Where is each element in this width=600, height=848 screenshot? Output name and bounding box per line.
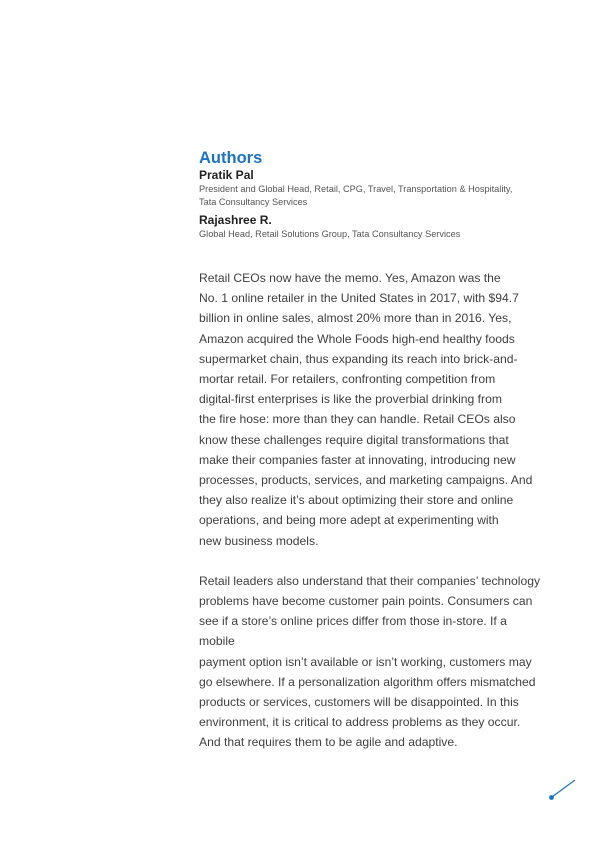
- author-role-rajashree-r: Global Head, Retail Solutions Group, Tata Consultancy Services: [199, 229, 461, 239]
- diagonal-line-with-dot-icon: [540, 775, 580, 805]
- author-name-rajashree-r: Rajashree R.: [199, 213, 272, 227]
- paragraph-line: products or services, customers will be disappointed. In this: [199, 695, 519, 710]
- paragraph-line: billion in online sales, almost 20% more than in 2016. Yes,: [199, 311, 512, 326]
- paragraph-line: problems have become customer pain points. Consumers can: [199, 594, 533, 609]
- paragraph-line: make their companies faster at innovating, introducing new: [199, 452, 516, 467]
- authors-section: [199, 148, 559, 241]
- paragraph-line: Retail leaders also understand that their companies’ technology: [199, 573, 541, 588]
- paragraph-line: know these challenges require digital transformations that: [199, 432, 509, 447]
- paragraph-line: the fire hose: more than they can handle. Retail CEOs also: [199, 412, 516, 427]
- paragraph-line: digital-first enterprises is like the proverbial drinking from: [199, 392, 502, 407]
- paragraph-line: environment, it is critical to address problems as they occur.: [199, 715, 521, 730]
- paragraph-line: processes, products, services, and marketing campaigns. And: [199, 473, 533, 488]
- author-role-pratik-pal-line1: President and Global Head, Retail, CPG, Travel, Transportation & Hospitality,: [199, 184, 513, 194]
- author-role-pratik-pal-line2: Tata Consultancy Services: [199, 197, 308, 207]
- paragraph-line: Amazon acquired the Whole Foods high-end healthy foods: [199, 331, 515, 346]
- author-name-pratik-pal: Pratik Pal: [199, 168, 254, 182]
- body-text: [199, 268, 541, 753]
- paragraph-line: Retail CEOs now have the memo. Yes, Amazon was the: [199, 271, 501, 285]
- paragraph-line: see if a store’s online prices differ from those in-store. If a mobile: [199, 614, 507, 649]
- paragraph-line: payment option isn’t available or isn’t working, customers may: [199, 654, 532, 669]
- paragraph-1: [199, 268, 541, 551]
- paragraph-line: mortar retail. For retailers, confronting competition from: [199, 372, 496, 387]
- paragraph-line: go elsewhere. If a personalization algorithm offers mismatched: [199, 674, 536, 689]
- paragraph-line: they also realize it’s about optimizing their store and online: [199, 493, 514, 508]
- paragraph-2: [199, 571, 541, 753]
- paragraph-line: No. 1 online retailer in the United States in 2017, with $94.7: [199, 291, 519, 306]
- paragraph-line: new business models.: [199, 533, 319, 548]
- paragraph-line: And that requires them to be agile and adaptive.: [199, 735, 458, 750]
- paragraph-line: supermarket chain, thus expanding its reach into brick-and-: [199, 351, 518, 366]
- authors-heading: Authors: [199, 149, 263, 167]
- paragraph-line: operations, and being more adept at experimenting with: [199, 513, 499, 528]
